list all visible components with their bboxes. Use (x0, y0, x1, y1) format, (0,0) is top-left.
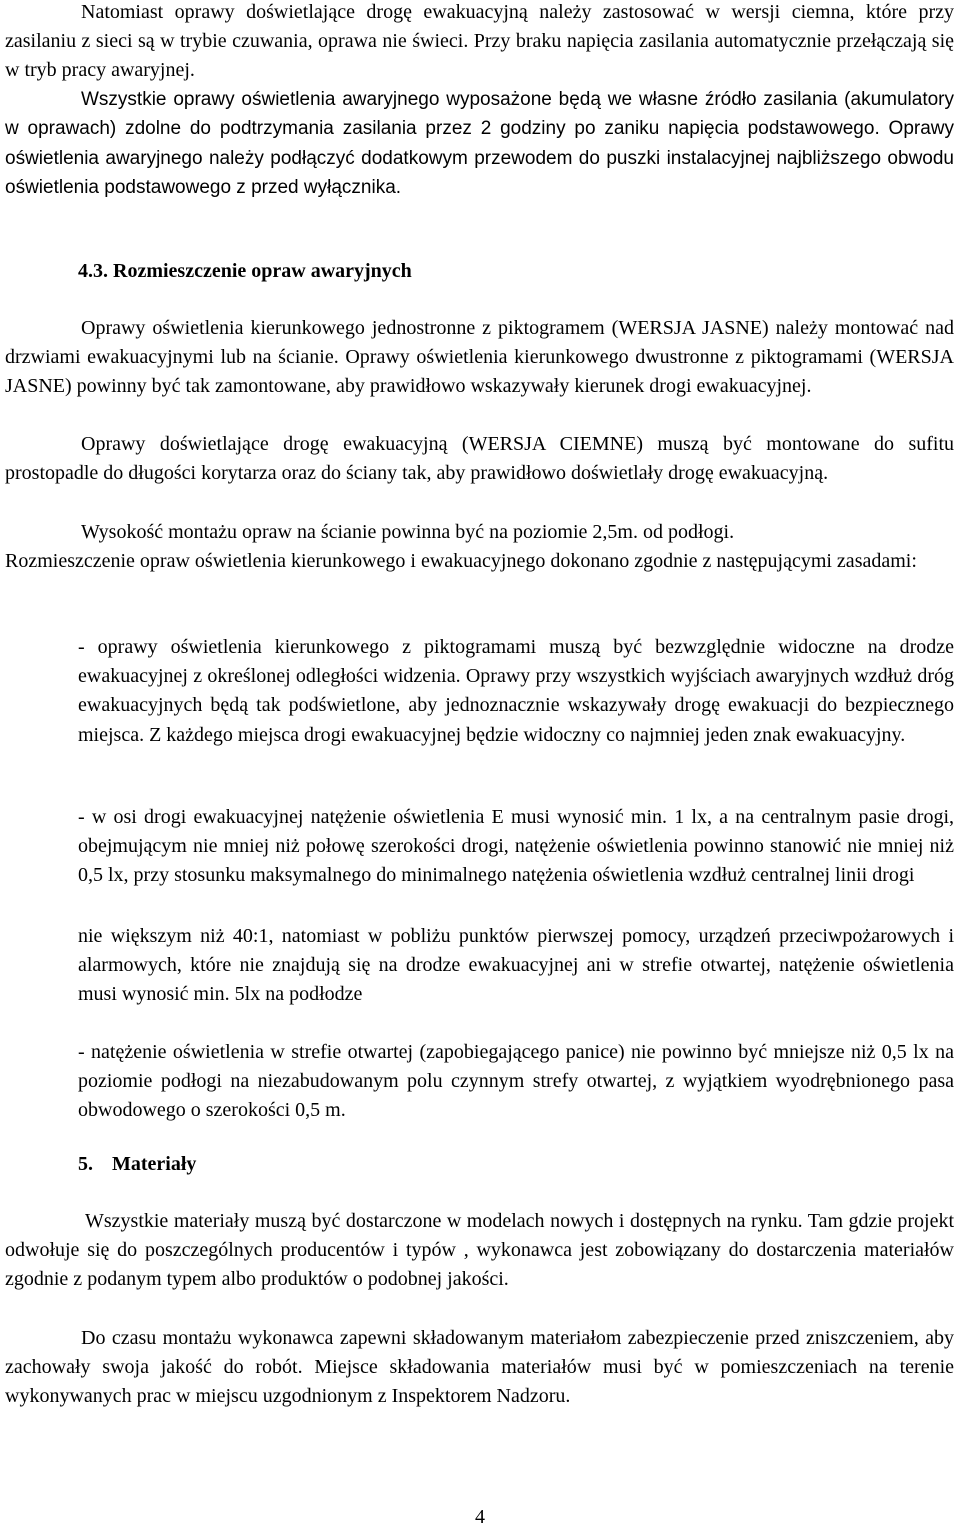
rule-visibility: - oprawy oświetlenia kierunkowego z piktogramami muszą być bezwzględnie widoczne na drodze ewakuacyjnej z określonej odległości widzenia. Oprawy przy wszystkich wyjściach awaryjnych wzdłuż dróg ewakuacyjnych będą tak podświetlone, aby jednoznacznie wskazywały drogę ewakuacji do bezpiecznego miejsca. Z każdego miejsca drogi ewakuacyjnej będzie widoczny co najmniej jeden znak ewakuacyjny. (78, 636, 954, 746)
rule-open-area: - natężenie oświetlenia w strefie otwartej (zapobiegającego panice) nie powinno być mniejsze niż 0,5 lx na poziomie podłogi na niezabudowanym polu czynnym strefy otwartej, z wyjątkiem wyodrębnionego pasa obwodowego o szerokości 0,5 m. (78, 1041, 954, 1122)
rule-illuminance-first-aid: nie większym niż 40:1, natomiast w pobliżu punktów pierwszej pomocy, urządzeń przeciwpożarowych i alarmowych, które nie znajdują się na drodze ewakuacyjnej ani w strefie otwartej, natężenie oświetlenia musi wynosić min. 5lx na podłodze (78, 925, 954, 1006)
rule-illuminance-axis: - w osi drogi ewakuacyjnej natężenie oświetlenia E musi wynosić min. 1 lx, a na centralnym pasie drogi, obejmującym nie mniej niż połowę szerokości drogi, natężenie oświetlenia powinno stanowić nie mniej niż 0,5 lx, przy stosunku maksymalnego do minimalnego natężenia oświetlenia wzdłuż centralnej linii drogi (78, 806, 954, 887)
paragraph-rules-intro: Rozmieszczenie opraw oświetlenia kierunkowego i ewakuacyjnego dokonano zgodnie z następującymi zasadami: (5, 550, 917, 572)
paragraph-escape-lighting: Natomiast oprawy doświetlające drogę ewakuacyjną należy zastosować w wersji ciemna, które przy zasilaniu z sieci są w trybie czuwania, oprawa nie świeci. Przy braku napięcia zasilania automatycznie przełączają się w tryb pracy awaryjnej. (5, 1, 954, 82)
section-heading-4-3: 4.3. Rozmieszczenie opraw awaryjnych (78, 260, 412, 282)
paragraph-materials: Wszystkie materiały muszą być dostarczone w modelach nowych i dostępnych na rynku. Tam gdzie projekt odwołuje się do poszczególnych producentów i typów , wykonawca jest zobowiązany do dostarczenia materiałów zgodnie z podanym typem albo produktów o podobnej jakości. (5, 1210, 954, 1291)
paragraph-battery-backup: Wszystkie oprawy oświetlenia awaryjnego wyposażone będą we własne źródło zasilania (akumulatory w oprawach) zdolne do podtrzymania zasilania przez 2 godziny po zaniku napięcia podstawowego. Oprawy oświetlenia awaryjnego należy podłączyć dodatkowym przewodem do puszki instalacyjnej najbliższego obwodu oświetlenia podstawowego z przed wyłącznika. (5, 89, 954, 199)
paragraph-ceiling-lights: Oprawy doświetlające drogę ewakuacyjną (WERSJA CIEMNE) muszą być montowane do sufitu prostopadle do długości korytarza oraz do ściany tak, aby prawidłowo doświetlały drogę ewakuacyjną. (5, 433, 954, 485)
paragraph-storage: Do czasu montażu wykonawca zapewni składowanym materiałom zabezpieczenie przed zniszczeniem, aby zachowały swoja jakość do robót. Miejsce składowania materiałów musi być w pomieszczeniach na terenie wykonywanych prac w miejscu uzgodnionym z Inspektorem Nadzoru. (5, 1327, 954, 1408)
section-heading-5-title: Materiały (112, 1153, 197, 1175)
section-heading-5-number: 5. (78, 1153, 93, 1175)
paragraph-directional-lights: Oprawy oświetlenia kierunkowego jednostronne z piktogramem (WERSJA JASNE) należy montować nad drzwiami ewakuacyjnymi lub na ścianie. Oprawy oświetlenia kierunkowego dwustronne z piktogramami (WERSJA JASNE) powinny być tak zamontowane, aby prawidłowo wskazywały kierunek drogi ewakuacyjnej. (5, 317, 954, 398)
paragraph-mounting-height: Wysokość montażu opraw na ścianie powinna być na poziomie 2,5m. od podłogi. (81, 521, 735, 543)
page-number: 4 (475, 1506, 485, 1528)
section-heading-5 (78, 1150, 196, 1179)
